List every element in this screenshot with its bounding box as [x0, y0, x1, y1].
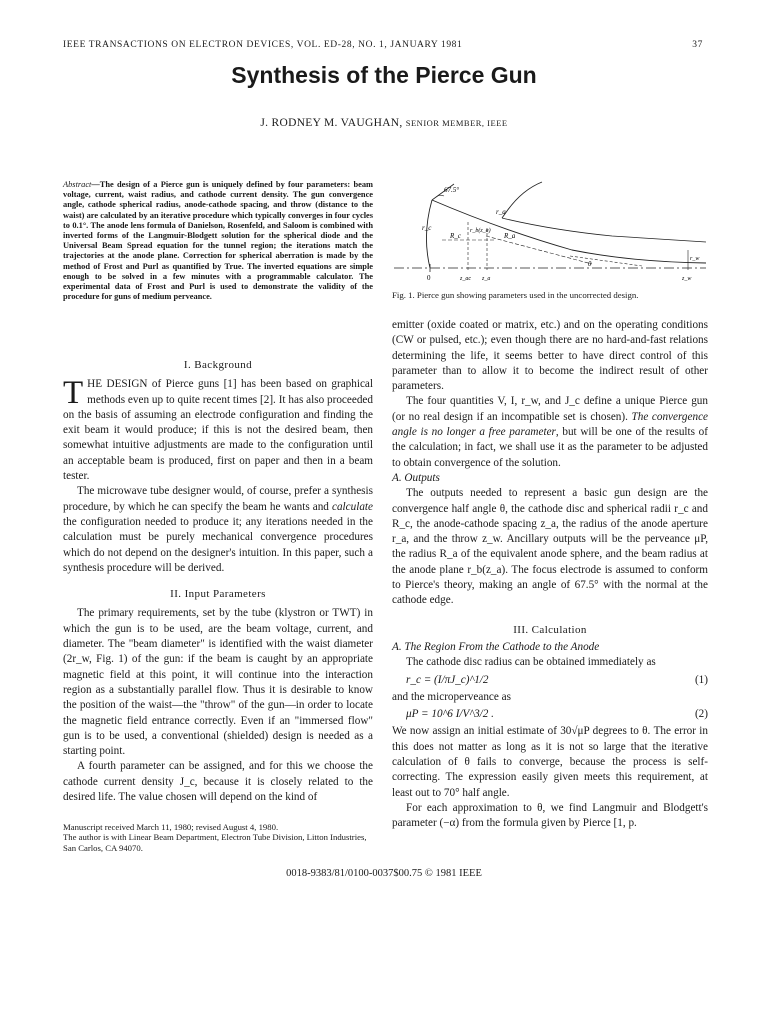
footnote-received: Manuscript received March 11, 1980; revised August 4, 1980. [63, 822, 279, 832]
footnote-affiliation: The author is with Linear Beam Department, Electron Tube Division, Litton Industries, San Carlos, CA 94070. [63, 832, 367, 853]
outputs-paragraph: The outputs needed to represent a basic gun design are the convergence half angle θ, the cathode disc and spherical radii r_c and R_c, the anode-cathode spacing z_a, the radius of the anode aperture r_a, and the throw z_w. Ancillary outputs will be the perveance μP, the radius R_a of the equivalent anode sphere, and the beam radius at the anode plane r_b(z_a). The focus electrode is assumed to conform to Pierce's theory, making an angle of 67.5° with the normal at the cathode edge. [392, 487, 708, 607]
label-zac: z_ac [460, 276, 471, 282]
label-Ra: R_a [504, 232, 516, 240]
running-head [63, 40, 703, 50]
author-name: J. RODNEY M. VAUGHAN, [260, 117, 403, 129]
drop-cap: T [63, 375, 84, 412]
right-column [392, 318, 708, 832]
label-angle: 67.5° [444, 186, 460, 194]
label-za: z_a [482, 276, 491, 282]
input-paragraph-1: The primary requirements, set by the tube (klystron or TWT) in which the gun is to be used, are the beam voltage, current, and diameter. The "beam diameter" is identified with the waist diameter (2r_w, Fig. 1) of the gun: if the beam is caught by an appropriate magnetic field at this point, it will continue into the interaction region as a substantially parallel flow. Thus it is desirable to know the position of the waist—the "throw" of the gun—in order to locate the magnetic field entrance correctly. Even if an "immersed flow" gun is to be used, a conventional (shielded) design is needed as a starting point. [63, 607, 373, 758]
subsection-heading-region: A. The Region From the Cathode to the Anode [392, 640, 600, 653]
label-origin: 0 [427, 274, 431, 282]
equation-1: r_c = (I/πJ_c)^1/2 (1) [406, 673, 708, 686]
label-rb: r_b(z_a) [470, 228, 491, 234]
label-rw: r_w [690, 256, 700, 262]
initial-estimate-paragraph: We now assign an initial estimate of 30√μP degrees to θ. The error in this does not matter as long as it is not so large that the iterative calculation of θ fails to converge, because the process is self-correcting. The expression easily given meets this requirement, at least out to 70° half angle. [392, 725, 708, 799]
journal-citation: IEEE TRANSACTIONS ON ELECTRON DEVICES, VOL. ED-28, NO. 1, JANUARY 1981 [63, 40, 463, 50]
abstract-label: Abstract [63, 180, 92, 189]
four-quantities-paragraph: The four quantities V, I, r_w, and J_c define a unique Pierce gun (or no real design if an incompatible set is chosen). The convergence angle is no longer a free parameter, but will be one of the results of the calculation; in fact, we shall use it as the parameter to be adjusted to obtain convergence of the solution. [392, 395, 709, 469]
equation-2: μP = 10^6 I/V^3/2 . (2) [406, 708, 708, 721]
label-zw: z_w [682, 276, 692, 282]
label-Rc: R_c [450, 232, 461, 240]
label-ra: r_a [496, 208, 506, 216]
author-line [0, 117, 768, 129]
paper-title: Synthesis of the Pierce Gun [231, 62, 537, 88]
background-paragraph-1 [63, 377, 373, 484]
label-rc: r_c [422, 224, 432, 232]
abstract [63, 180, 373, 302]
label-theta: θ [588, 260, 592, 268]
section-heading-calculation: III. Calculation [513, 623, 587, 636]
figure-pierce-gun [392, 180, 708, 288]
pierce-gun-diagram [392, 180, 708, 288]
langmuir-paragraph: For each approximation to θ, we find Langmuir and Blodgett's parameter (−α) from the formula given by Pierce [1, p. [392, 801, 708, 830]
page-number: 37 [692, 40, 703, 50]
background-paragraph-1-text: HE DESIGN of Pierce guns [1] has been based on graphical methods even up to quite recent times [2]. It has also proceeded on the basis of assuming an electrode configuration and finding the exit beam it would produce; if this is not the desired beam, then somewhat intuitive adjustments are made to the configuration until an acceptable beam is produced, first on paper and then in a beam tester. [63, 378, 373, 483]
anode-electrode [502, 182, 542, 218]
section-heading-background: I. Background [183, 359, 253, 371]
footnote [63, 822, 373, 853]
microperveance-paragraph: and the microperveance as [392, 690, 511, 703]
subsection-heading-outputs: A. Outputs [392, 471, 440, 484]
copyright-line: 0018-9383/81/0100-0037$00.75 © 1981 IEEE [286, 868, 482, 879]
angle-arc [436, 195, 444, 197]
figure-caption: Fig. 1. Pierce gun showing parameters used in the uncorrected design. [392, 290, 639, 300]
right-paragraph-continued: emitter (oxide coated or matrix, etc.) and on the operating conditions (CW or pulsed, etc.); even though there are no hard-and-fast relations determining the life, it seems better to have direct control of this parameter than to allow it to become the indirect result of other parameters. [392, 319, 708, 393]
background-paragraph-2: The microwave tube designer would, of course, prefer a synthesis procedure, by which he can specify the beam he wants and calculate the configuration needed to produce it; any iterations needed in the calculation must be purely mechanical convergence procedures which do not depend on the designer's intuition. In this paper, such a synthesis procedure will be derived. [63, 485, 373, 574]
input-paragraph-2: A fourth parameter can be assigned, and for this we choose the cathode current density J_c, because it is closely related to the desired life. The value chosen will depend on the kind of [63, 760, 373, 804]
abstract-text: —The design of a Pierce gun is uniquely defined by four parameters: beam voltage, current, waist radius, and cathode current density. The gun convergence angle, cathode spherical radius, anode-cathode spacing, and throw (distance to the waist) are calculated by an iterative procedure which typically converges in four cycles to 0.1°. The anode lens formula of Danielson, Rosenfeld, and Saloom is combined with inverted forms of the Langmuir-Blodgett solution for the spherical diode and the Universal Beam Spread equation for the tunnel region; the iterations match the trajectories at the anode plane. Correction for spherical aberration is made by the method of Frost and Purl as quantified by True. The inverted equations are simple enough to be solved in a few minutes with a programmable calculator. The experimental data of Frost and Purl is used to demonstrate the validity of the procedure for guns of medium perveance. [63, 180, 373, 302]
section-heading-input: II. Input Parameters [170, 588, 266, 601]
left-column [63, 358, 373, 805]
cathode-arc [426, 200, 432, 268]
disc-radius-paragraph: The cathode disc radius can be obtained immediately as [406, 656, 656, 669]
author-membership: SENIOR MEMBER, IEEE [405, 118, 508, 128]
